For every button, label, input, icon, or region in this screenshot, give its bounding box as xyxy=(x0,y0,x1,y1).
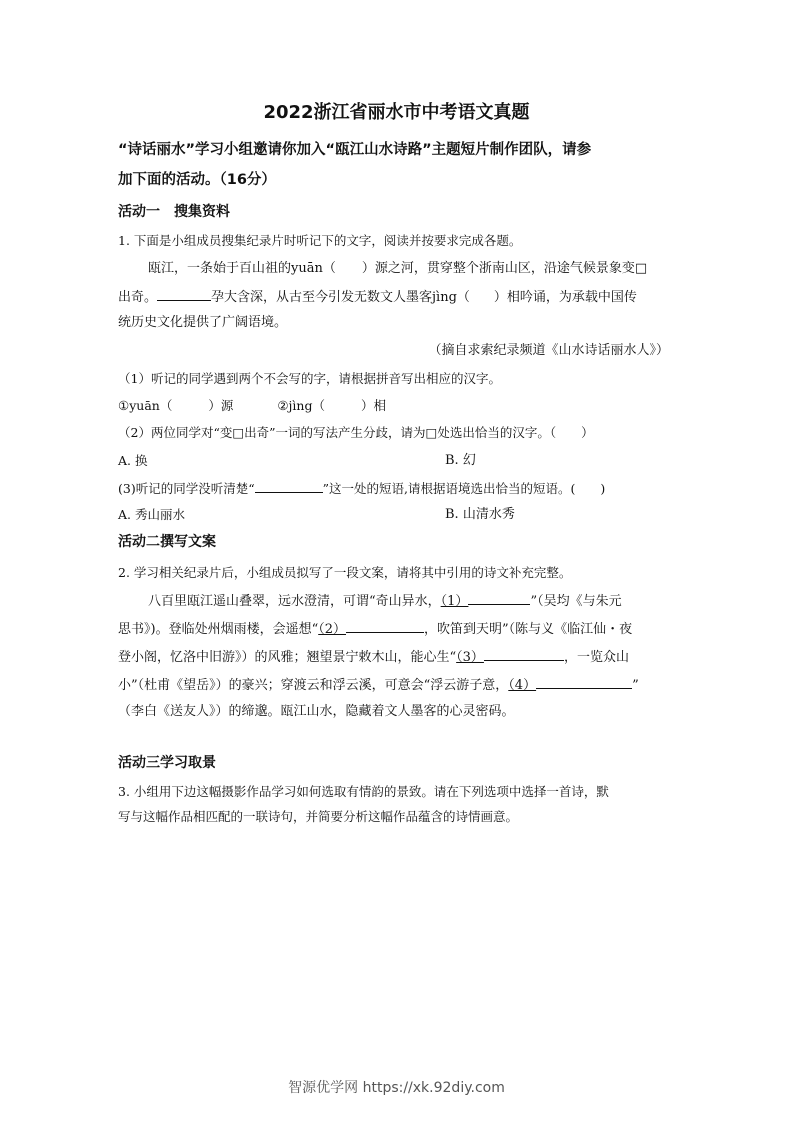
passage-blank xyxy=(157,287,211,301)
passage-line-3: 统历史文化提供了广阔语境。 xyxy=(118,315,288,330)
question2-stem: 2. 学习相关纪录片后，小组成员拟写了一段文案，请将其中引用的诗文补充完整。 xyxy=(118,565,572,580)
sub-question-3-option-b: B. 山清水秀 xyxy=(445,507,515,522)
copy-line-4: 小”（杜甫《望岳》）的豪兴；穿渡云和浮云溪，可意会“浮云游子意，（4） ” xyxy=(118,675,639,695)
question3-line-1: 3. 小组用下边这幅摄影作品学习如何选取有情韵的景致。请在下列选项中选择一首诗，默 xyxy=(118,784,609,799)
copy-line-1: 八百里瓯江遥山叠翠，远水澄清，可谓“奇山异水，（1） ”（吴均《与朱元 xyxy=(148,591,622,611)
activity2-heading: 活动二撰写文案 xyxy=(118,534,216,550)
page-title: 2022浙江省丽水市中考语文真题 xyxy=(263,102,530,123)
copy-line-5: （李白《送友人》）的缔邈。瓯江山水，隐藏着文人墨客的心灵密码。 xyxy=(118,704,515,719)
passage-source: （摘自求索纪录频道《山水诗话丽水人》） xyxy=(428,343,669,358)
sub-question-1-items: ①yuān（ ）源 ②jìng（ ）相 xyxy=(118,398,386,413)
question3-line-2: 写与这幅作品相匹配的一联诗句，并简要分析这幅作品蕴含的诗情画意。 xyxy=(118,809,519,824)
sub-question-2-option-b: B. 幻 xyxy=(445,453,476,468)
question1-stem: 1. 下面是小组成员搜集纪录片时听记下的文字，阅读并按要求完成各题。 xyxy=(118,233,522,248)
sub-question-2: （2）两位同学对“变□出奇”一词的写法产生分歧，请为□处选出恰当的汉字。（ ） xyxy=(118,425,594,440)
footer-watermark: 智源优学网 https://xk.92diy.com xyxy=(288,1080,505,1096)
activity3-heading: 活动三学习取景 xyxy=(118,755,216,771)
copy-line-2: 思书》)。登临处州烟雨楼，会遥想“（2） ，吹笛到天明”（陈与义《临江仙・夜 xyxy=(118,619,632,639)
sub-question-1: （1）听记的同学遇到两个不会写的字，请根据拼音写出相应的汉字。 xyxy=(118,371,501,386)
copy-line-3: 登小阁，忆洛中旧游》）的风雅；翘望景宁敕木山，能心生“（3） ，一览众山 xyxy=(118,647,629,667)
passage-line-1: 瓯江，一条始于百山祖的yuān（ ）源之河，贯穿整个浙南山区，沿途气候景象变□ xyxy=(148,261,648,276)
activity1-heading: 活动一 搜集资料 xyxy=(118,204,230,220)
sub-question-3: (3)听记的同学没听清楚“ ”这一处的短语,请根据语境选出恰当的短语。( ) xyxy=(118,481,606,496)
passage-line-2: 出奇。 孕大含深，从古至今引发无数文人墨客jìng（ ）相吟诵，为承载中国传 xyxy=(118,287,637,307)
intro-line-1: “诗话丽水”学习小组邀请你加入“瓯江山水诗路”主题短片制作团队，请参 xyxy=(118,142,592,158)
sub-question-3-option-a: A. 秀山丽水 xyxy=(118,507,185,522)
sub-question-3-blank xyxy=(255,479,323,493)
intro-line-2: 加下面的活动。（16分） xyxy=(118,172,276,188)
sub-question-2-option-a: A. 换 xyxy=(118,453,148,468)
